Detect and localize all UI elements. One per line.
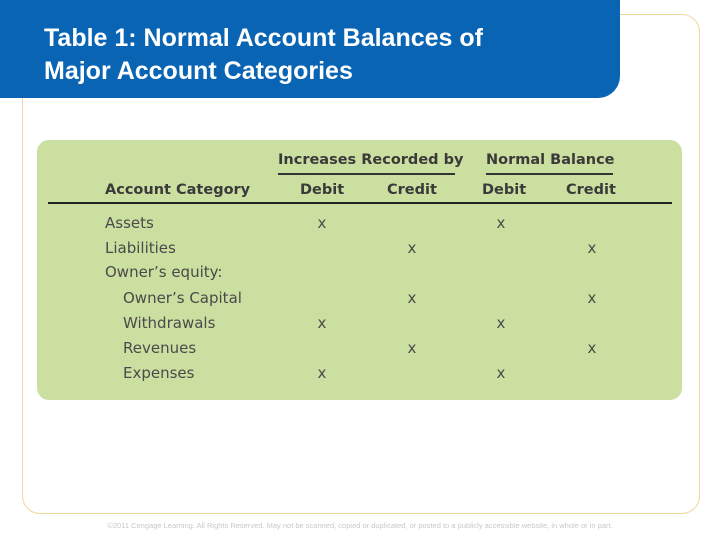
column-header-increases-debit: Debit [300,182,345,198]
row-label-withdrawals: Withdrawals [123,314,216,332]
assets-increase-debit-mark: x [317,214,327,232]
liabilities-increase-credit-mark: x [407,239,417,257]
withdrawals-normal-debit-mark: x [496,314,506,332]
slide-title-line-1: Table 1: Normal Account Balances of [44,24,483,52]
row-label-owners-equity: Owner’s equity: [105,263,223,281]
header-rule [48,202,672,204]
expenses-increase-debit-mark: x [317,364,327,382]
group-header-increases: Increases Recorded by [278,152,464,168]
row-label-expenses: Expenses [123,364,195,382]
row-label-owners-capital: Owner’s Capital [123,289,242,307]
group-header-increases-underline [278,173,455,175]
slide-title [44,22,604,88]
liabilities-normal-credit-mark: x [587,239,597,257]
table-image [33,131,688,407]
assets-normal-debit-mark: x [496,214,506,232]
column-header-account-category: Account Category [105,182,251,198]
owners-capital-normal-credit-mark: x [587,289,597,307]
slide-title-line-2: Major Account Categories [44,57,353,85]
owners-capital-increase-credit-mark: x [407,289,417,307]
group-header-normal-balance: Normal Balance [486,152,615,168]
revenues-normal-credit-mark: x [587,339,597,357]
row-label-liabilities: Liabilities [105,239,176,257]
copyright-footer: ©2011 Cengage Learning. All Rights Reserved. May not be scanned, copied or duplicated, or posted to a publicly accessible website, in whole or in part. [107,521,613,530]
title-bar [0,0,620,98]
column-header-increases-credit: Credit [387,182,437,198]
row-label-revenues: Revenues [123,339,197,357]
row-label-assets: Assets [105,214,154,232]
column-header-normal-credit: Credit [566,182,616,198]
column-header-normal-debit: Debit [482,182,527,198]
withdrawals-increase-debit-mark: x [317,314,327,332]
revenues-increase-credit-mark: x [407,339,417,357]
expenses-normal-debit-mark: x [496,364,506,382]
group-header-normal-underline [486,173,613,175]
